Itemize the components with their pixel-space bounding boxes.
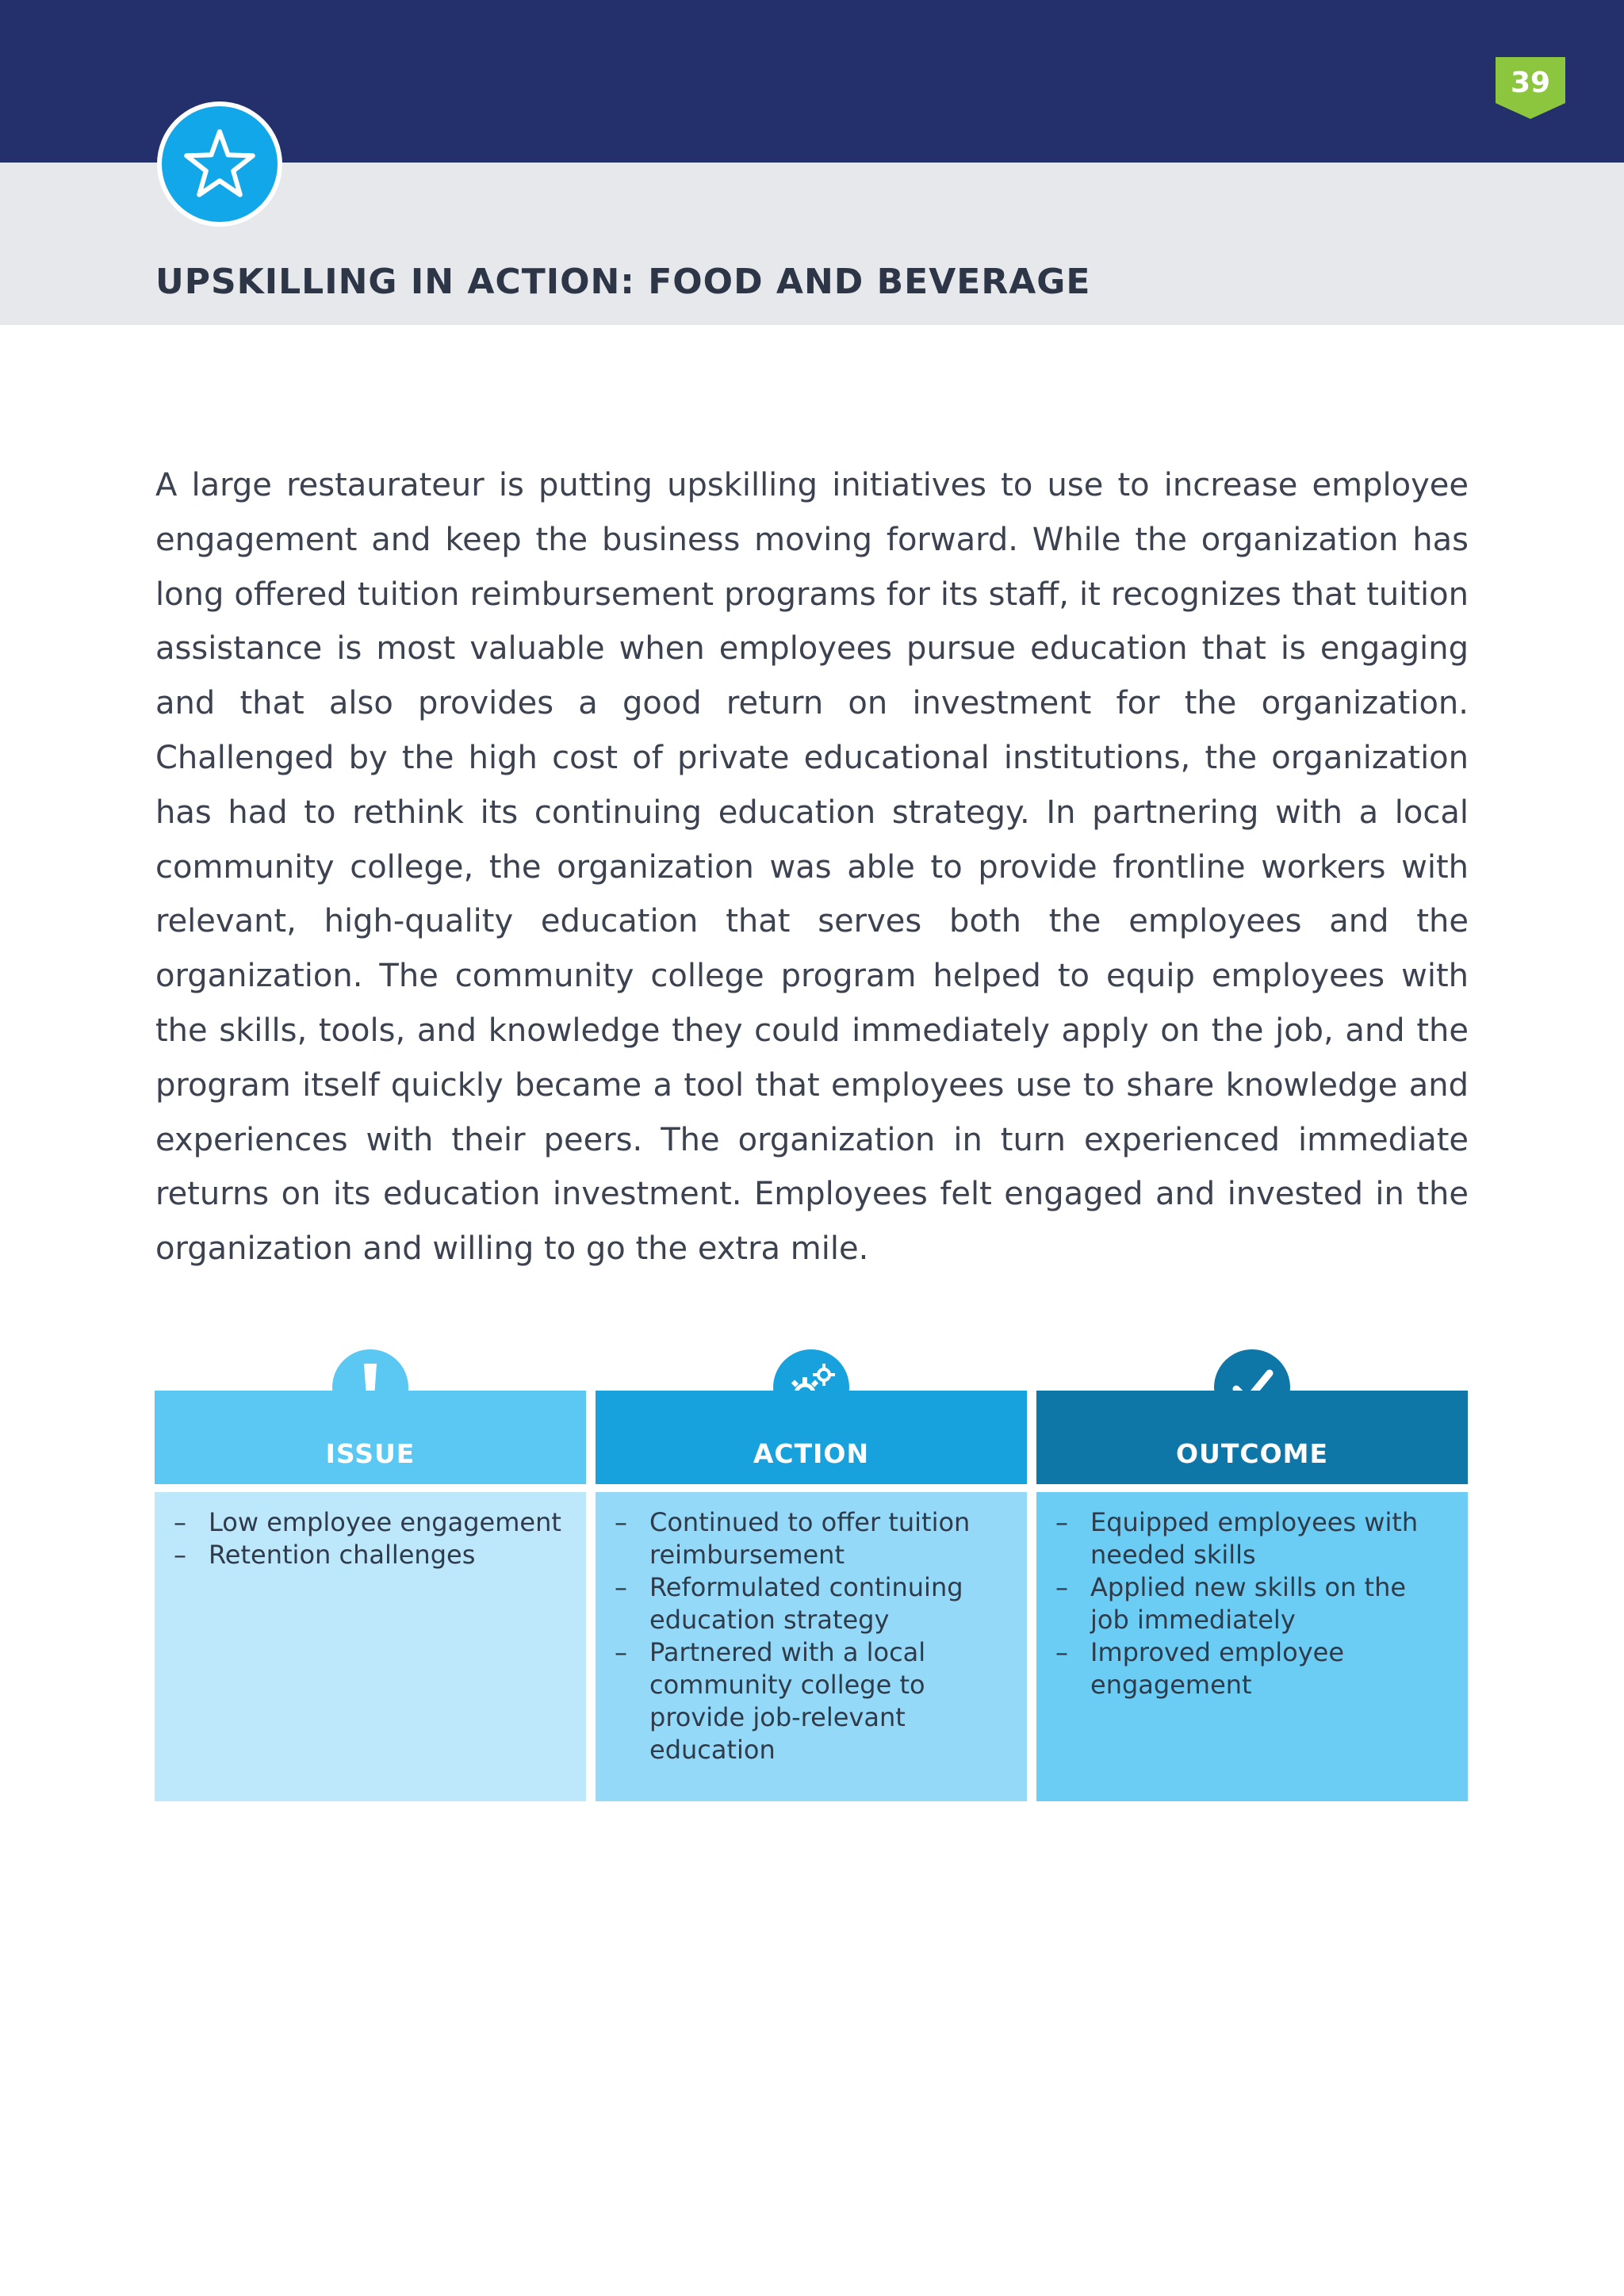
- list-item: – Retention challenges: [174, 1539, 570, 1571]
- list-item: – Partnered with a local community college to provide job-relevant education: [615, 1636, 1011, 1766]
- outcome-title: OUTCOME: [1175, 1438, 1328, 1469]
- action-body: [596, 1492, 1027, 1801]
- section-title: UPSKILLING IN ACTION: FOOD AND BEVERAGE: [155, 262, 1091, 302]
- list-item: – Applied new skills on the job immediately: [1055, 1571, 1452, 1636]
- issue-header: [155, 1391, 586, 1484]
- list-item: – Improved employee engagement: [1055, 1636, 1452, 1701]
- body-paragraph: A large restaurateur is putting upskilling initiatives to use to increase employee engagement and keep the business moving forward. While the organization has long offered tuition reimbursement programs for its staff, it recognizes that tuition assistance is most valuable when employees pursue education that is engaging and that also provides a good return on investment for the organization. Challenged by the high cost of private educational institutions, the organization has had to rethink its continuing education strategy. In partnering with a local community college, the organization was able to provide frontline workers with relevant, high-quality education that serves both the employees and the organization. The community college program helped to equip employees with the skills, tools, and knowledge they could immediately apply on the job, and the program itself quickly became a tool that employees use to share knowledge and experiences with their peers. The organization in turn experienced immediate returns on its education investment. Employees felt engaged and invested in the organization and willing to go the extra mile.: [155, 467, 1469, 1268]
- issue-list: [174, 1506, 570, 1571]
- action-title: ACTION: [753, 1438, 870, 1469]
- outcome-body: [1036, 1492, 1468, 1801]
- outcome-header: [1036, 1391, 1468, 1484]
- list-item: – Equipped employees with needed skills: [1055, 1506, 1452, 1571]
- list-item: – Reformulated continuing education strategy: [615, 1571, 1011, 1636]
- star-icon: [155, 100, 284, 228]
- page-number: 39: [1510, 67, 1551, 99]
- action-header: [596, 1391, 1027, 1484]
- issue-body: [155, 1492, 586, 1801]
- issue-title: ISSUE: [325, 1438, 416, 1469]
- list-item: – Low employee engagement: [174, 1506, 570, 1539]
- action-list: [615, 1506, 1011, 1766]
- page-number-badge: [1496, 57, 1565, 119]
- outcome-list: [1055, 1506, 1452, 1701]
- list-item: – Continued to offer tuition reimbursement: [615, 1506, 1011, 1571]
